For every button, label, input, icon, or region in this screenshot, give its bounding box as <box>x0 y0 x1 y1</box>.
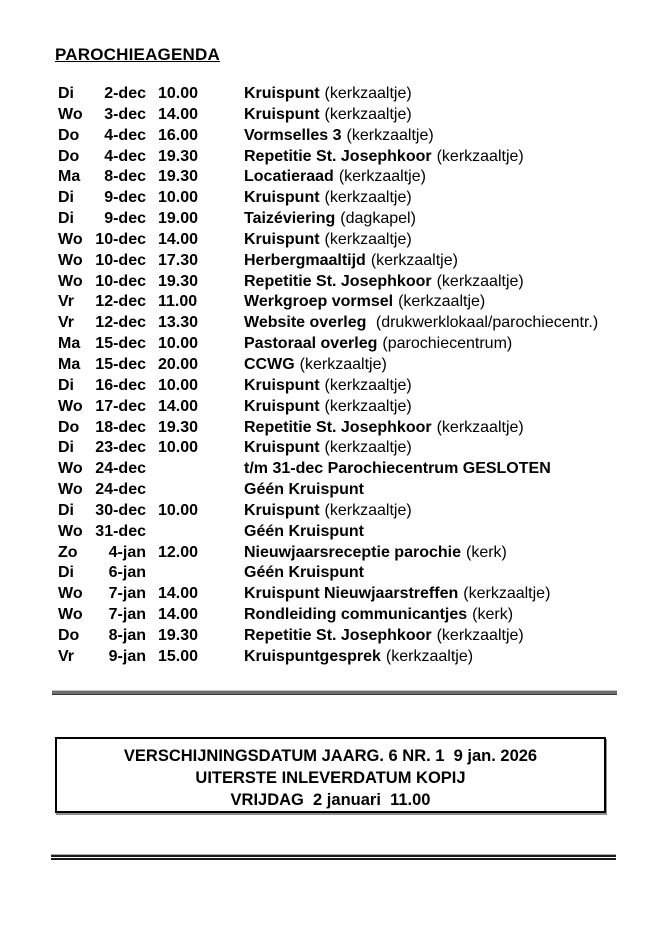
event-name: Repetitie St. Josephkoor <box>244 418 432 436</box>
agenda-time-cell: 12.00 <box>158 543 199 561</box>
agenda-event-cell <box>244 167 638 188</box>
event-name: Taizéviering <box>244 210 336 228</box>
agenda-row <box>58 418 638 439</box>
agenda-time-cell: 20.00 <box>158 355 199 373</box>
agenda-event-cell <box>244 584 638 605</box>
agenda-date-cell: 8-jan <box>108 626 146 644</box>
divider-top <box>52 690 617 695</box>
agenda-event-cell <box>244 188 638 209</box>
event-name: Kruispunt <box>244 501 320 519</box>
agenda-row <box>58 501 638 522</box>
agenda-row <box>58 292 638 313</box>
agenda-row <box>58 438 638 459</box>
agenda-row <box>58 334 638 355</box>
agenda-day-cell: Vr <box>58 314 75 332</box>
notice-box <box>55 737 606 813</box>
event-name: Locatieraad <box>244 168 334 186</box>
agenda-time-cell: 13.30 <box>158 314 199 332</box>
agenda-day-cell: Do <box>58 147 80 165</box>
agenda-row <box>58 563 638 584</box>
agenda-event-cell <box>244 126 638 147</box>
agenda-date-cell: 12-dec <box>95 293 146 311</box>
event-name: Herbergmaaltijd <box>244 251 366 269</box>
agenda-table <box>58 84 638 668</box>
event-location: (kerkzaaltje) <box>324 85 412 102</box>
event-name: Géén Kruispunt <box>244 564 365 582</box>
agenda-date-cell: 9-jan <box>108 647 146 665</box>
event-location: (kerkzaaltje) <box>324 230 412 248</box>
agenda-row <box>58 355 638 376</box>
agenda-day-cell: Wo <box>58 481 83 499</box>
agenda-time-cell: 10.00 <box>158 335 199 353</box>
event-location: (kerkzaaltje) <box>324 189 412 207</box>
agenda-event-cell <box>244 543 638 564</box>
agenda-date-cell: 30-dec <box>95 501 146 519</box>
event-location: (kerkzaaltje) <box>436 626 524 644</box>
agenda-day-cell: Zo <box>58 543 78 561</box>
agenda-event-cell <box>244 334 638 355</box>
agenda-time-cell: 11.00 <box>158 293 198 311</box>
event-location: (kerkzaaltje) <box>436 147 524 165</box>
agenda-row <box>58 376 638 397</box>
agenda-day-cell: Wo <box>58 585 83 603</box>
event-location: (kerkzaaltje) <box>299 355 387 373</box>
agenda-row <box>58 147 638 168</box>
agenda-row <box>58 167 638 188</box>
agenda-day-cell: Di <box>58 439 74 457</box>
agenda-date-cell: 4-dec <box>104 126 146 144</box>
agenda-day-cell: Di <box>58 189 74 207</box>
agenda-event-cell <box>244 105 638 126</box>
agenda-time-cell: 10.00 <box>158 439 199 457</box>
page-title: PAROCHIEAGENDA <box>55 45 220 64</box>
agenda-date-cell: 8-dec <box>104 168 146 186</box>
agenda-date-cell: 24-dec <box>95 460 146 478</box>
agenda-event-cell <box>244 272 638 293</box>
divider-bottom <box>51 854 616 860</box>
agenda-date-cell: 15-dec <box>95 355 146 373</box>
agenda-time-cell <box>146 480 244 501</box>
event-name: Géén Kruispunt <box>244 522 365 540</box>
agenda-row <box>58 126 638 147</box>
agenda-date-cell: 4-dec <box>104 147 146 165</box>
agenda-row <box>58 647 638 668</box>
event-location: (kerkzaaltje) <box>346 126 434 144</box>
event-name: Vormselles 3 <box>244 126 342 144</box>
agenda-event-cell <box>244 418 638 439</box>
agenda-day-cell: Wo <box>58 251 83 269</box>
agenda-row <box>58 543 638 564</box>
agenda-event-cell <box>244 626 638 647</box>
agenda-day-cell: Do <box>58 626 80 644</box>
agenda-date-cell: 16-dec <box>95 376 146 394</box>
agenda-event-cell <box>244 251 638 272</box>
agenda-date-cell: 7-jan <box>108 585 146 603</box>
agenda-row <box>58 209 638 230</box>
event-location: (kerkzaaltje) <box>398 293 486 311</box>
agenda-time-cell: 14.00 <box>158 585 199 603</box>
agenda-event-cell <box>244 563 638 584</box>
event-location: (kerkzaaltje) <box>324 105 412 123</box>
agenda-row <box>58 251 638 272</box>
agenda-row <box>58 480 638 501</box>
agenda-day-cell: Vr <box>58 293 75 311</box>
event-name: Géén Kruispunt <box>244 481 365 499</box>
event-location: (dagkapel) <box>340 210 416 228</box>
agenda-row <box>58 522 638 543</box>
agenda-date-cell: 2-dec <box>104 85 146 102</box>
agenda-time-cell <box>146 563 244 584</box>
event-name: Kruispuntgesprek <box>244 647 381 665</box>
agenda-date-cell: 23-dec <box>95 439 146 457</box>
event-name: Website overleg <box>244 314 367 332</box>
agenda-row <box>58 84 638 105</box>
agenda-day-cell: Wo <box>58 105 83 123</box>
agenda-event-cell <box>244 376 638 397</box>
event-location: (kerkzaaltje) <box>324 439 412 457</box>
agenda-event-cell <box>244 459 638 480</box>
agenda-day-cell: Do <box>58 418 80 436</box>
agenda-day-cell: Ma <box>58 168 81 186</box>
event-name: Repetitie St. Josephkoor <box>244 272 432 290</box>
agenda-time-cell: 14.00 <box>158 397 199 415</box>
agenda-time-cell <box>146 459 244 480</box>
agenda-date-cell: 10-dec <box>95 251 146 269</box>
agenda-date-cell: 17-dec <box>95 397 146 415</box>
agenda-time-cell: 19.30 <box>158 272 199 290</box>
divider-bottom-line-2 <box>51 858 616 860</box>
event-location: (kerkzaaltje) <box>385 647 474 665</box>
agenda-date-cell: 10-dec <box>95 272 146 290</box>
agenda-row <box>58 584 638 605</box>
agenda-time-cell: 14.00 <box>158 606 199 624</box>
agenda-time-cell: 14.00 <box>158 230 199 248</box>
agenda-time-cell: 19.30 <box>158 626 199 644</box>
agenda-row <box>58 272 638 293</box>
event-location: (kerkzaaltje) <box>463 585 551 603</box>
event-location: (kerkzaaltje) <box>324 376 412 394</box>
event-name: Kruispunt <box>244 439 320 457</box>
agenda-day-cell: Wo <box>58 397 83 415</box>
event-location: (kerkzaaltje) <box>324 397 412 415</box>
agenda-date-cell: 24-dec <box>95 481 146 499</box>
agenda-day-cell: Wo <box>58 272 83 290</box>
event-name: Kruispunt <box>244 230 320 248</box>
event-name: Pastoraal overleg <box>244 335 378 353</box>
agenda-date-cell: 10-dec <box>95 230 146 248</box>
agenda-row <box>58 188 638 209</box>
event-name: Kruispunt <box>244 376 320 394</box>
divider-top-shadow <box>52 694 617 695</box>
notice-line-publication-date: VERSCHIJNINGSDATUM JAARG. 6 NR. 1 9 jan. 2026 <box>123 747 538 765</box>
agenda-time-cell: 17.30 <box>158 251 199 269</box>
event-location: (kerkzaaltje) <box>370 251 458 269</box>
agenda-day-cell: Di <box>58 564 74 582</box>
event-location: (kerkzaaltje) <box>436 418 524 436</box>
agenda-event-cell <box>244 84 638 105</box>
agenda-day-cell: Di <box>58 376 74 394</box>
agenda-event-cell <box>244 647 638 668</box>
agenda-time-cell: 16.00 <box>158 126 199 144</box>
agenda-row <box>58 626 638 647</box>
agenda-day-cell: Di <box>58 210 74 228</box>
agenda-date-cell: 9-dec <box>104 210 146 228</box>
agenda-event-cell <box>244 355 638 376</box>
notice-line-deadline-day: VRIJDAG 2 januari 11.00 <box>230 791 431 809</box>
agenda-row <box>58 605 638 626</box>
agenda-event-cell <box>244 230 638 251</box>
agenda-row <box>58 397 638 418</box>
agenda-event-cell <box>244 438 638 459</box>
agenda-event-cell <box>244 522 638 543</box>
event-name: Kruispunt Nieuwjaarstreffen <box>244 585 459 603</box>
agenda-row <box>58 313 638 334</box>
agenda-date-cell: 15-dec <box>95 335 146 353</box>
agenda-date-cell: 9-dec <box>104 189 146 207</box>
event-location: (kerkzaaltje) <box>338 168 426 186</box>
agenda-event-cell <box>244 605 638 626</box>
agenda-time-cell: 10.00 <box>158 189 199 207</box>
agenda-time-cell: 10.00 <box>158 501 199 519</box>
agenda-date-cell: 18-dec <box>95 418 146 436</box>
agenda-day-cell: Wo <box>58 606 83 624</box>
agenda-day-cell: Vr <box>58 647 75 665</box>
agenda-event-cell <box>244 501 638 522</box>
event-name: Werkgroep vormsel <box>244 293 394 311</box>
agenda-day-cell: Di <box>58 85 74 102</box>
event-name: Rondleiding communicantjes <box>244 606 468 624</box>
agenda-row <box>58 105 638 126</box>
agenda-time-cell: 10.00 <box>158 376 199 394</box>
agenda-event-cell <box>244 209 638 230</box>
agenda-event-cell <box>244 397 638 418</box>
event-name: Kruispunt <box>244 105 320 123</box>
agenda-event-cell <box>244 313 638 334</box>
agenda-date-cell: 12-dec <box>95 314 146 332</box>
agenda-time-cell: 10.00 <box>158 85 199 102</box>
event-location: (kerk) <box>465 543 507 561</box>
agenda-time-cell: 19.30 <box>158 147 199 165</box>
event-name: Repetitie St. Josephkoor <box>244 147 432 165</box>
event-name: t/m 31-dec Parochiecentrum GESLOTEN <box>244 460 551 478</box>
notice-line-copy-deadline: UITERSTE INLEVERDATUM KOPIJ <box>195 769 466 787</box>
agenda-day-cell: Do <box>58 126 80 144</box>
agenda-time-cell: 15.00 <box>158 647 199 665</box>
agenda-time-cell: 19.30 <box>158 418 199 436</box>
event-name: Kruispunt <box>244 189 320 207</box>
agenda-date-cell: 3-dec <box>104 105 146 123</box>
event-name: Repetitie St. Josephkoor <box>244 626 432 644</box>
agenda-event-cell <box>244 147 638 168</box>
agenda-time-cell: 19.00 <box>158 210 199 228</box>
event-location: (drukwerklokaal/parochiecentr.) <box>371 314 599 332</box>
event-name: Kruispunt <box>244 397 320 415</box>
agenda-day-cell: Wo <box>58 230 83 248</box>
agenda-row <box>58 230 638 251</box>
agenda-day-cell: Di <box>58 501 74 519</box>
agenda-day-cell: Wo <box>58 460 83 478</box>
agenda-date-cell: 4-jan <box>108 543 146 561</box>
event-location: (parochiecentrum) <box>382 335 513 353</box>
event-name: Kruispunt <box>244 85 320 102</box>
event-location: (kerkzaaltje) <box>436 272 524 290</box>
agenda-time-cell: 19.30 <box>158 168 199 186</box>
event-location: (kerkzaaltje) <box>324 501 412 519</box>
agenda-date-cell: 7-jan <box>108 606 146 624</box>
agenda-row <box>58 459 638 480</box>
event-name: CCWG <box>244 355 295 373</box>
agenda-event-cell <box>244 292 638 313</box>
agenda-day-cell: Wo <box>58 522 83 540</box>
event-location: (kerk) <box>472 606 514 624</box>
agenda-day-cell: Ma <box>58 355 81 373</box>
agenda-date-cell: 31-dec <box>95 522 146 540</box>
agenda-time-cell <box>146 522 244 543</box>
agenda-date-cell: 6-jan <box>108 564 146 582</box>
agenda-time-cell: 14.00 <box>158 105 199 123</box>
agenda-day-cell: Ma <box>58 335 81 353</box>
agenda-event-cell <box>244 480 638 501</box>
event-name: Nieuwjaarsreceptie parochie <box>244 543 461 561</box>
